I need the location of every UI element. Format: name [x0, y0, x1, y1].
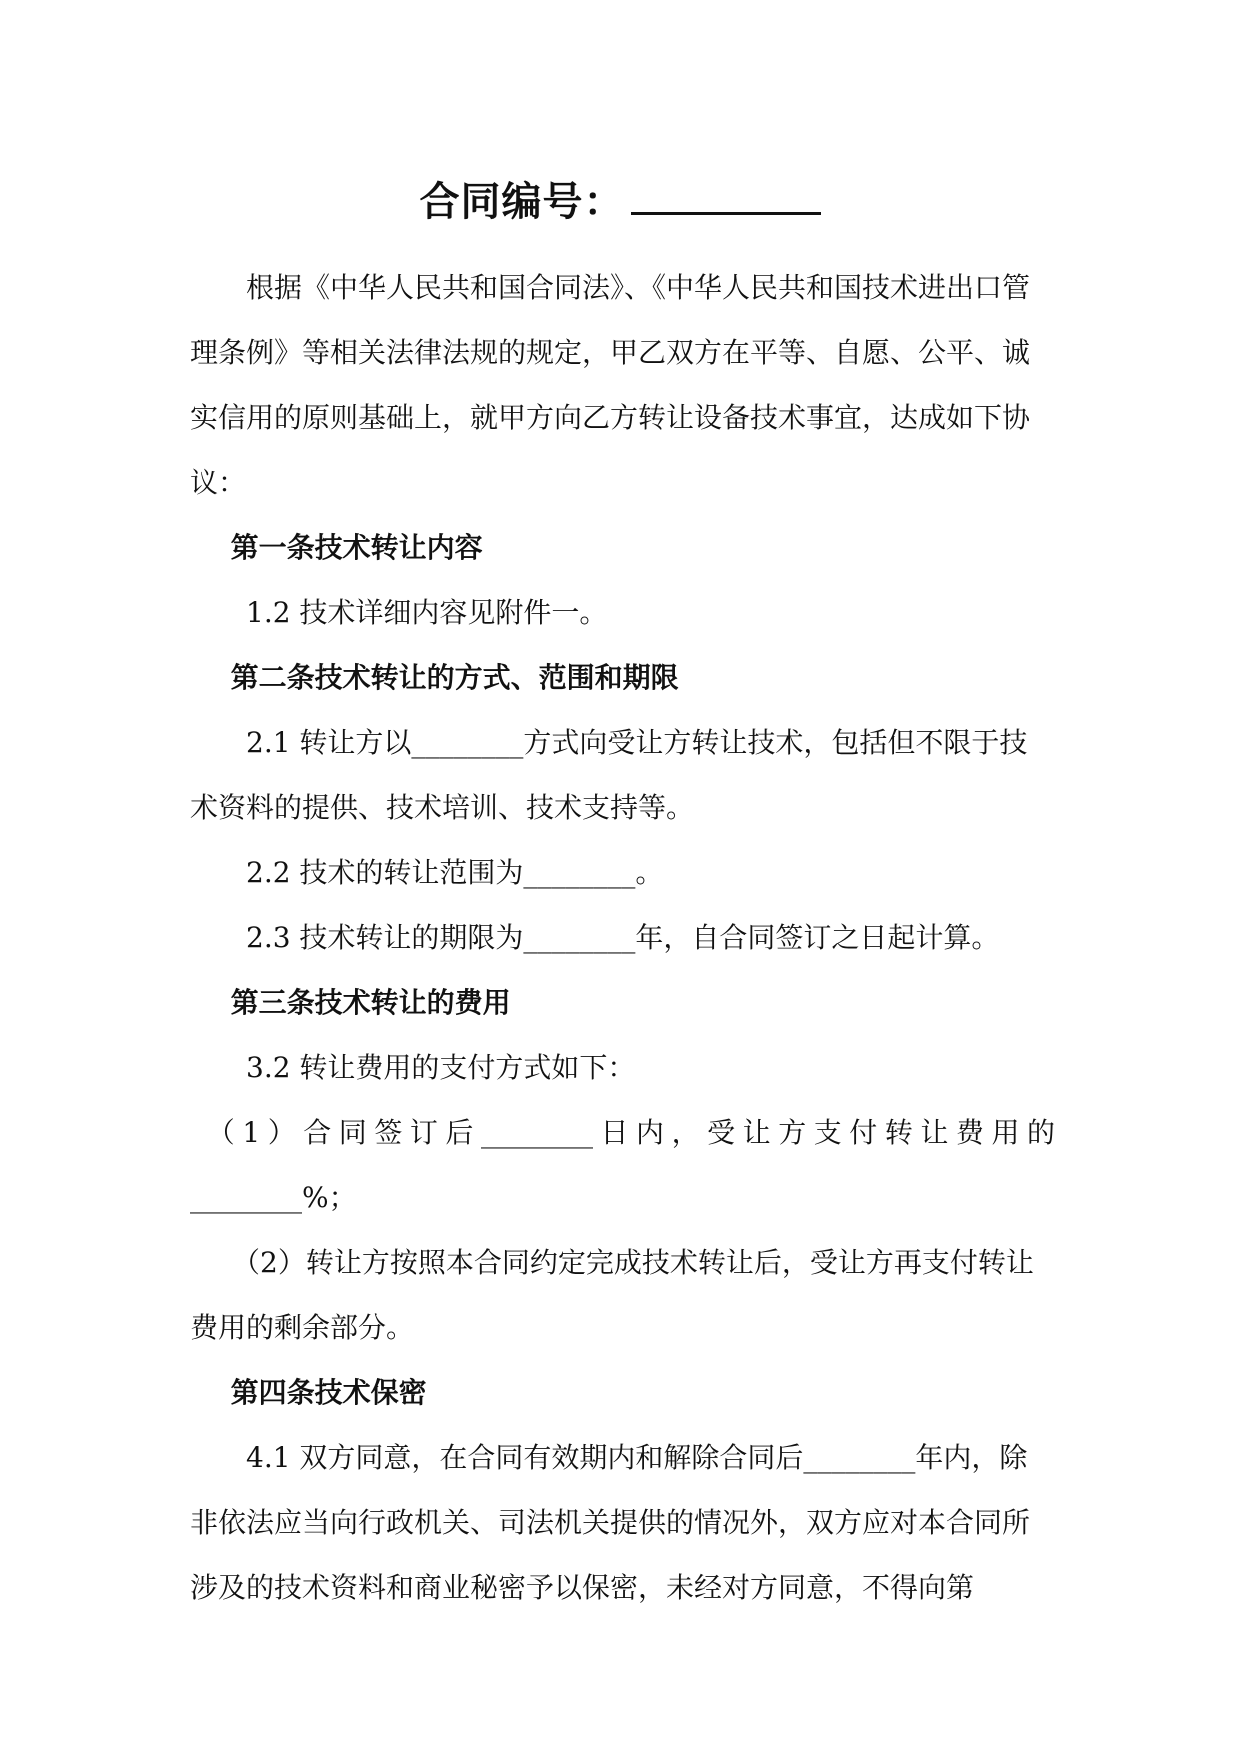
clause-2-1: 2.1 转让方以________方式向受让方转让技术，包括但不限于技术资料的提供、技术培训、技术支持等。 — [190, 726, 1028, 824]
contract-number-title — [0, 172, 1240, 232]
intro-paragraph: 根据《中华人民共和国合同法》、《中华人民共和国技术进出口管理条例》等相关法律法规的规定，甲乙双方在平等、自愿、公平、诚实信用的原则基础上，就甲方向乙方转让设备技术事宜，达成如下协议： — [190, 271, 1031, 499]
clause-2-2: 2.2 技术的转让范围为________。 — [246, 856, 664, 889]
contract-body — [190, 255, 1055, 1620]
article-1-heading: 第一条技术转让内容 — [230, 531, 483, 564]
contract-number-blank — [631, 174, 821, 215]
article-3-heading: 第三条技术转让的费用 — [230, 986, 511, 1019]
article-2-heading: 第二条技术转让的方式、范围和期限 — [230, 661, 679, 694]
clause-3-2: 3.2 转让费用的支付方式如下： — [246, 1051, 636, 1084]
clause-3-2-item-2: （2）转让方按照本合同约定完成技术转让后，受让方再支付转让费用的剩余部分。 — [190, 1246, 1034, 1344]
clause-1-2: 1.2 技术详细内容见附件一。 — [246, 596, 608, 629]
clause-3-2-item-1-cont: ________%； — [190, 1181, 357, 1214]
clause-2-3: 2.3 技术转让的期限为________年，自合同签订之日起计算。 — [246, 921, 1000, 954]
clause-3-2-item-1: （1）合同签订后________日内，受让方支付转让费用的 — [206, 1116, 1055, 1149]
clause-4-1: 4.1 双方同意，在合同有效期内和解除合同后________年内，除非依法应当向行政机关、司法机关提供的情况外，双方应对本合同所涉及的技术资料和商业秘密予以保密，未经对方同意，不得向第 — [190, 1441, 1031, 1604]
title-label: 合同编号： — [419, 179, 625, 225]
article-4-heading: 第四条技术保密 — [230, 1376, 427, 1409]
